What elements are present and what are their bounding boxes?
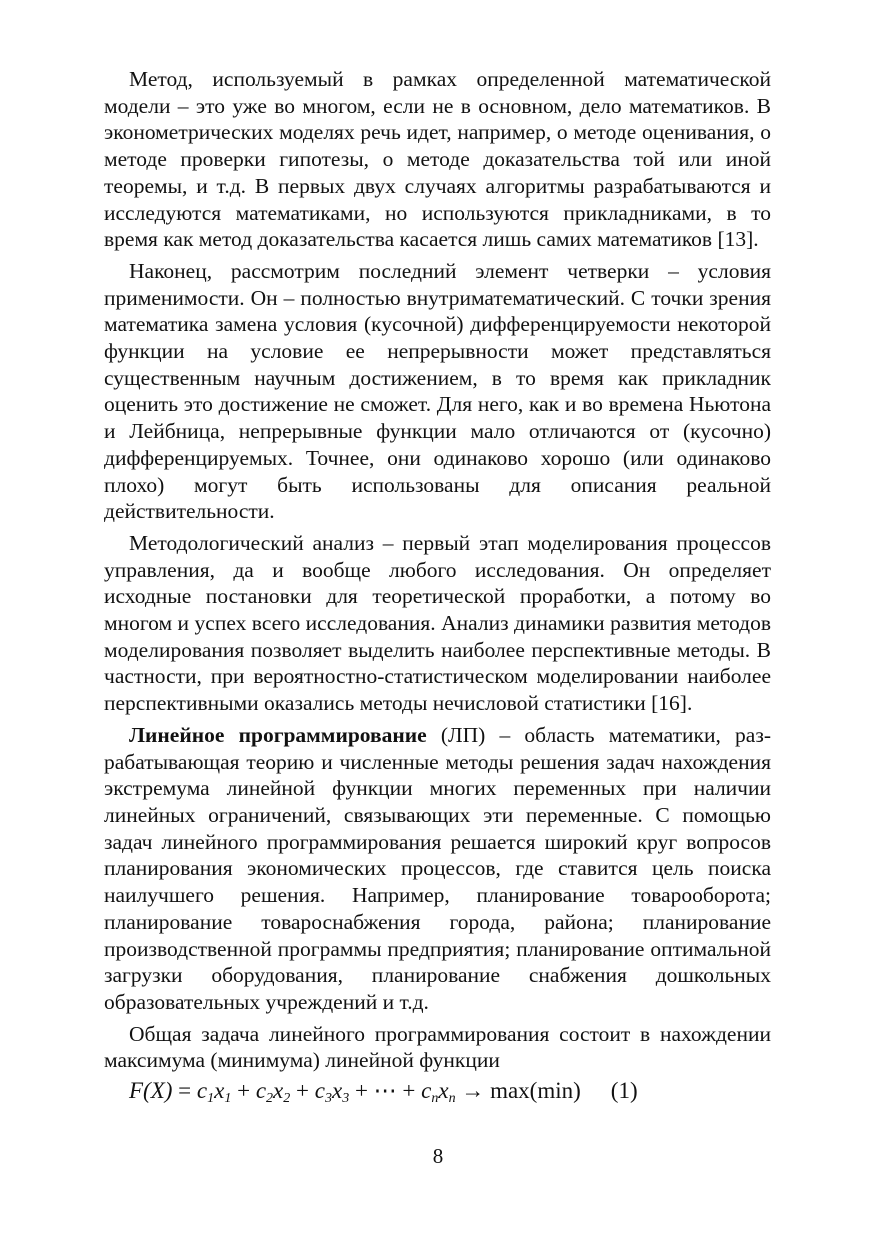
paragraph-linear-programming xyxy=(104,722,771,1016)
paragraph-general-problem: Общая задача линейного программирования состоит в нахождении максимума (минимума) линейной функции xyxy=(104,1021,771,1073)
paragraph-methodological-analysis: Методологический анализ – первый этап моделирования процессов управления, да и вообще любого исследования. Он определяет исходные постановки для теоретической проработки, а потому во многом и успех всего исследования. Анализ динамики развития методов моделирования позволяет выделить наиболее перспективные методы. В частности, при вероятностно-статистическом моделировании наиболее перспективными оказались методы нечисловой статистики [16]. xyxy=(104,530,771,716)
formula-number: (1) xyxy=(610,1078,638,1104)
page-body xyxy=(104,66,771,1106)
paragraph-applicability: Наконец, рассмотрим последний элемент четверки – условия применимости. Он – полностью внутриматематический. С точки зрения математика замена условия (кусочной) дифференцируемости некоторой функции на условие ее непрерывности может представляться существенным научным достижением, в то время как прикладник оценить это достижение не сможет. Для него, как и во времена Ньютона и Лейбница, непрерывные функции мало отличаются от (кусочно) дифференцируемых. Точнее, они одинаково хорошо (или одинаково плохо) могут быть использованы для описания реальной действительности. xyxy=(104,258,771,524)
formula-lhs: F(X) xyxy=(129,1078,173,1104)
formula-expression: $F(X) = c_1x_1 + c_2x_2 + c_3x_3$ + ⋯ + $c_nx_n \to \max(\min)$ xyxy=(129,1078,581,1107)
objective-function-formula xyxy=(104,1076,771,1106)
paragraph-method: Метод, используемый в рамках определенной математической модели – это уже во многом, если не в основном, дело математиков. В эконометрических моделях речь идет, например, о методе оценивания, о методе проверки гипотезы, о методе доказательства той или иной теоремы, и т.д. В первых двух случаях алгоритмы разрабатываются и исследуются математиками, но используются прикладниками, в то время как метод доказательства касается лишь самих математиков [13]. xyxy=(104,67,771,252)
formula-equals: = xyxy=(172,1078,197,1104)
term-linear-programming: Линейное программирование xyxy=(129,722,427,747)
formula-arrow-target: → max(min) xyxy=(455,1078,581,1104)
lp-definition-text: (ЛП) – область математики, разрабатывающая теорию и численные методы решения задач нахождения экстремума линейной функции многих переменных при наличии линейных ограничений, связывающих эти переменные. С помощью задач линейного программирования решается широкий круг вопросов планирования экономических процессов, где ставится цель поиска наилучшего решения. Например, планирование товарооборота; планирование товароснабжения города, района; планирование производственной программы предприятия; планирование оптимальной загрузки оборудования, планирование снабжения дошкольных образовательных учреждений и т.д. xyxy=(104,722,771,1014)
page-number: 8 xyxy=(432,1144,444,1168)
